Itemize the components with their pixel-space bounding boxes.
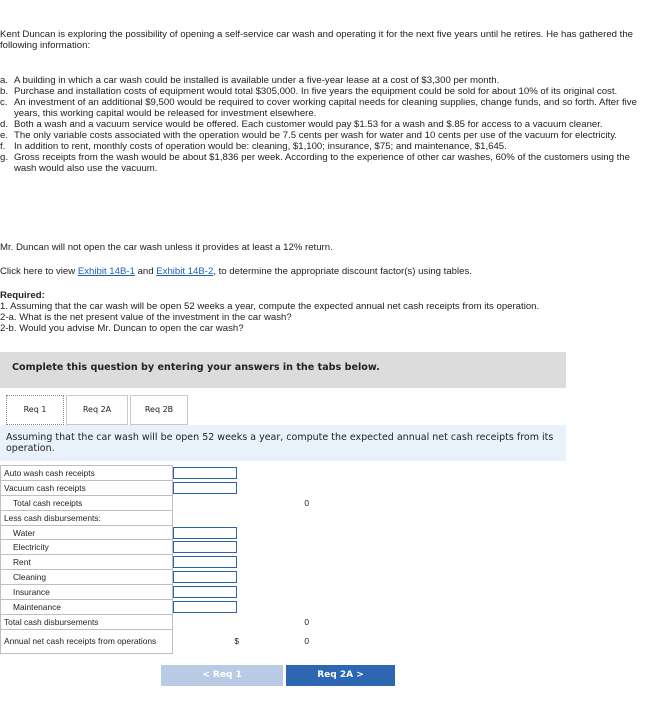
insurance-input[interactable]: [173, 586, 237, 598]
maintenance-input[interactable]: [173, 601, 237, 613]
row-label: Total cash receipts: [1, 495, 173, 510]
exhibit-14b-1-link[interactable]: Exhibit 14B-1: [77, 266, 135, 277]
cleaning-input[interactable]: [173, 571, 237, 583]
row-label: Water: [1, 525, 173, 540]
fact-label: d.: [0, 119, 9, 130]
row-label: Electricity: [1, 540, 173, 555]
fact-label: a.: [0, 75, 9, 86]
prev-req-1-button[interactable]: < Req 1: [161, 665, 283, 686]
click-prefix: Click here to view: [0, 266, 78, 277]
banner-text: Complete this question by entering your answers in the tabs below.: [12, 362, 380, 373]
row-label: Auto wash cash receipts: [1, 466, 173, 481]
row-label: Vacuum cash receipts: [1, 480, 173, 495]
required-title: Required:: [0, 290, 45, 301]
table-row: [1, 466, 310, 481]
table-row: [1, 510, 310, 525]
exhibit-line: [0, 266, 640, 277]
row-label: Maintenance: [1, 600, 173, 615]
exhibit-14b-2-link[interactable]: Exhibit 14B-2: [156, 266, 214, 277]
fact-text: An investment of an additional $9,500 would be required to cover working capital needs for cleaning supplies, change funds, and so forth. After five years, this working capital would be released for investment elsewhere.: [14, 97, 637, 119]
instruction-text: Assuming that the car wash will be open 52 weeks a year, compute the expected annual net cash receipts from its operation.: [6, 432, 554, 454]
fact-item: [0, 97, 640, 119]
currency-sign: $: [234, 636, 239, 647]
table-row: [1, 480, 310, 495]
row-label: Insurance: [1, 585, 173, 600]
table-row: [1, 585, 310, 600]
tab-req-1[interactable]: Req 1: [6, 395, 64, 425]
fact-item: [0, 130, 640, 141]
fact-text: A building in which a car wash could be installed is available under a five-year lease at a cost of $3,300 per month.: [14, 75, 500, 86]
tab-req-2b[interactable]: Req 2B: [130, 395, 188, 425]
cash-receipts-table: [0, 465, 310, 654]
total-disbursements-value: 0: [304, 616, 309, 627]
problem-intro: Kent Duncan is exploring the possibility of opening a self-service car wash and operating it for the next five years until he retires. He has gathered the following information:: [0, 29, 634, 51]
table-row: [1, 495, 310, 510]
fact-item: [0, 119, 640, 130]
table-row: [1, 614, 310, 629]
rent-input[interactable]: [173, 556, 237, 568]
auto-wash-input[interactable]: [173, 467, 237, 479]
tab-req-2a[interactable]: Req 2A: [66, 395, 128, 425]
fact-text: Gross receipts from the wash would be about $1,836 per week. According to the experience of other car washes, 60% of the customers using the wash would also use the vacuum.: [14, 152, 630, 174]
answer-banner: [0, 352, 566, 388]
required-item: 2-a. What is the net present value of the investment in the car wash?: [0, 312, 292, 323]
required-item: 1. Assuming that the car wash will be open 52 weeks a year, compute the expected annual net cash receipts from its operation.: [0, 301, 540, 312]
fact-text: The only variable costs associated with the operation would be 7.5 cents per wash for water and 10 cents per use of the vacuum for electricity.: [14, 130, 617, 141]
fact-item: [0, 86, 640, 97]
water-input[interactable]: [173, 527, 237, 539]
fact-item: [0, 152, 640, 174]
vacuum-input[interactable]: [173, 482, 237, 494]
table-row: [1, 540, 310, 555]
table-row: [1, 570, 310, 585]
row-label: Total cash disbursements: [1, 614, 173, 629]
total-receipts-value: 0: [304, 497, 309, 508]
row-label: Rent: [1, 555, 173, 570]
fact-text: In addition to rent, monthly costs of operation would be: cleaning, $1,100; insurance, $75; and maintenance, $1,645.: [14, 141, 507, 152]
table-row: [1, 525, 310, 540]
fact-item: [0, 141, 640, 152]
electricity-input[interactable]: [173, 541, 237, 553]
fact-text: Both a wash and a vacuum service would be offered. Each customer would pay $1.53 for a wash and $.85 for access to a vacuum cleaner.: [14, 119, 603, 130]
fact-label: f.: [0, 141, 6, 152]
fact-label: c.: [0, 97, 8, 108]
fact-text: Purchase and installation costs of equipment would total $305,000. In five years the equipment could be sold for about 10% of its original cost.: [14, 86, 618, 97]
fact-label: b.: [0, 86, 9, 97]
fact-item: [0, 75, 640, 86]
row-label: Annual net cash receipts from operations: [1, 629, 173, 653]
instruction-box: [0, 425, 566, 461]
table-row: [1, 629, 310, 653]
required-section: [0, 290, 640, 334]
next-req-2a-button[interactable]: Req 2A >: [286, 665, 395, 686]
click-suffix: , to determine the appropriate discount factor(s) using tables.: [213, 266, 472, 277]
fact-label: g.: [0, 152, 9, 163]
fact-label: e.: [0, 130, 9, 141]
required-item: 2-b. Would you advise Mr. Duncan to open the car wash?: [0, 323, 244, 334]
table-row: [1, 600, 310, 615]
row-label: Cleaning: [1, 570, 173, 585]
row-label: Less cash disbursements:: [1, 510, 173, 525]
annual-net-value: 0: [304, 636, 309, 647]
table-row: [1, 555, 310, 570]
facts-list: [0, 75, 640, 174]
and-word: and: [134, 266, 157, 277]
return-note: Mr. Duncan will not open the car wash unless it provides at least a 12% return.: [0, 242, 333, 253]
